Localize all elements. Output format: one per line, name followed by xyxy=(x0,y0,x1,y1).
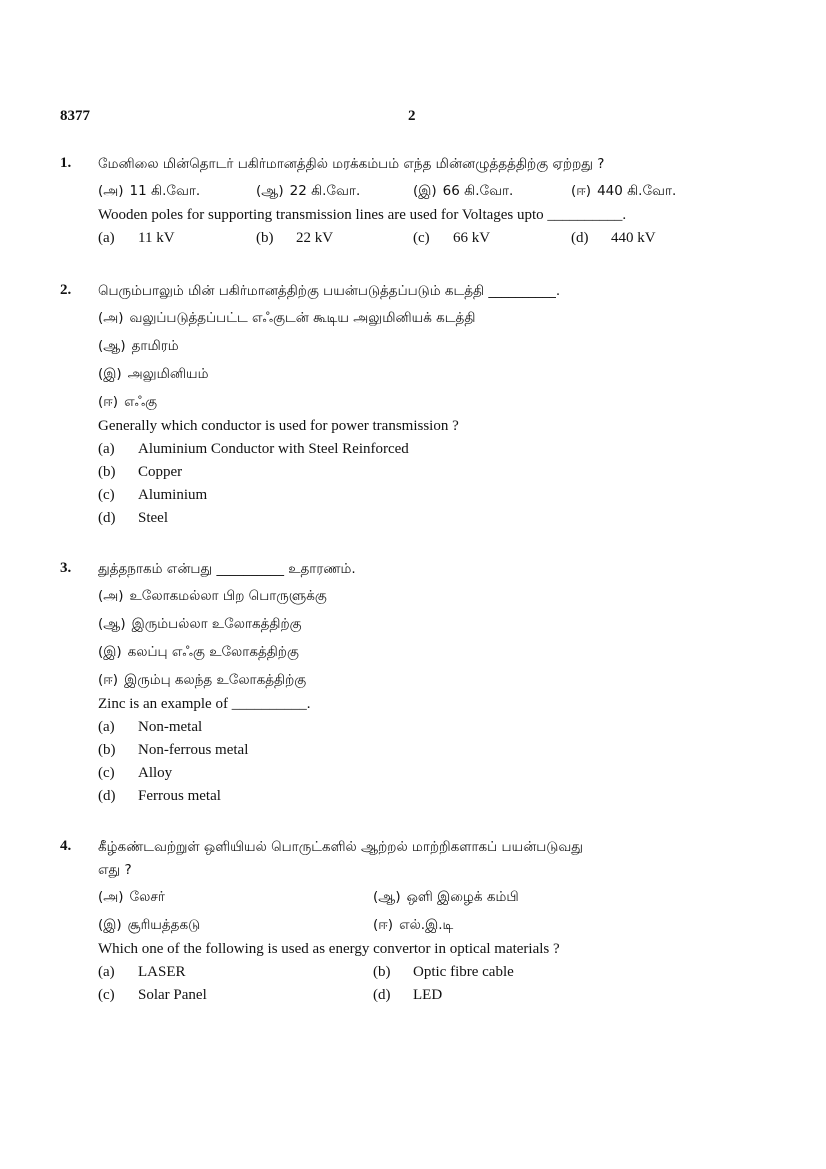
option-english-b: (b) Copper xyxy=(98,464,183,480)
option-tamil-4: (ஈ) 440 கி.வோ. xyxy=(571,183,677,199)
option-english-a: (a) Non-metal xyxy=(98,719,203,735)
option-english-c: (c) Alloy xyxy=(98,765,173,781)
question-text-tamil: கீழ்கண்டவற்றுள் ஒளியியல் பொருட்களில் ஆற்றல் மாற்றிகளாகப் பயன்படுவது xyxy=(98,839,583,855)
option-tamil-2: (ஆ) ஒளி இழைக் கம்பி xyxy=(373,889,519,905)
option-english-a: (a) Aluminium Conductor with Steel Reinforced xyxy=(98,441,409,457)
option-tamil-3: (இ) அலுமினியம் xyxy=(98,366,209,382)
question-number: 4. xyxy=(60,838,72,854)
option-english-d: (d) 440 kV xyxy=(571,230,656,246)
option-english-b: (b) 22 kV xyxy=(256,230,334,246)
option-english-b: (b) Non-ferrous metal xyxy=(98,742,249,758)
paper-code: 8377 xyxy=(60,108,90,124)
question-text-tamil: பெரும்பாலும் மின் பகிர்மானத்திற்கு பயன்படுத்தப்படும் கடத்தி __________. xyxy=(98,283,561,299)
question-text-english: Which one of the following is used as energy convertor in optical materials ? xyxy=(98,941,560,957)
question-number: 1. xyxy=(60,155,72,171)
question-text-tamil-continued: எது ? xyxy=(98,862,132,878)
option-english-b: (b) Optic fibre cable xyxy=(373,964,514,980)
option-english-d: (d) Ferrous metal xyxy=(98,788,221,804)
option-english-d: (d) LED xyxy=(373,987,443,1003)
question-text-tamil: துத்தநாகம் என்பது __________ உதாரணம். xyxy=(98,561,356,577)
option-tamil-3: (இ) 66 கி.வோ. xyxy=(413,183,514,199)
option-english-a: (a) LASER xyxy=(98,964,186,980)
option-tamil-1: (அ) 11 கி.வோ. xyxy=(98,183,201,199)
question-text-tamil: மேனிலை மின்தொடர் பகிர்மானத்தில் மரக்கம்பம் எந்த மின்னழுத்தத்திற்கு ஏற்றது ? xyxy=(98,156,605,172)
option-tamil-2: (ஆ) இரும்பல்லா உலோகத்திற்கு xyxy=(98,616,302,632)
option-english-d: (d) Steel xyxy=(98,510,168,526)
option-english-c: (c) Aluminium xyxy=(98,487,208,503)
page-number: 2 xyxy=(408,108,416,124)
question-text-english: Zinc is an example of __________. xyxy=(98,696,311,712)
option-tamil-2: (ஆ) 22 கி.வோ. xyxy=(256,183,361,199)
option-english-c: (c) 66 kV xyxy=(413,230,491,246)
option-english-a: (a) 11 kV xyxy=(98,230,175,246)
option-tamil-4: (ஈ) இரும்பு கலந்த உலோகத்திற்கு xyxy=(98,672,307,688)
question-number: 2. xyxy=(60,282,72,298)
question-number: 3. xyxy=(60,560,72,576)
option-english-c: (c) Solar Panel xyxy=(98,987,207,1003)
option-tamil-3: (இ) சூரியத்தகடு xyxy=(98,917,201,933)
option-tamil-1: (அ) வலுப்படுத்தப்பட்ட எஃகுடன் கூடிய அலுமினியக் கடத்தி xyxy=(98,310,476,326)
question-text-english: Generally which conductor is used for power transmission ? xyxy=(98,418,459,434)
option-tamil-2: (ஆ) தாமிரம் xyxy=(98,338,179,354)
option-tamil-3: (இ) கலப்பு எஃகு உலோகத்திற்கு xyxy=(98,644,299,660)
option-tamil-4: (ஈ) எல்.இ.டி xyxy=(373,917,454,933)
option-tamil-1: (அ) உலோகமல்லா பிற பொருளுக்கு xyxy=(98,588,327,604)
option-tamil-1: (அ) லேசர் xyxy=(98,889,165,905)
option-tamil-4: (ஈ) எஃகு xyxy=(98,394,158,410)
question-text-english: Wooden poles for supporting transmission lines are used for Voltages upto __________. xyxy=(98,207,627,223)
